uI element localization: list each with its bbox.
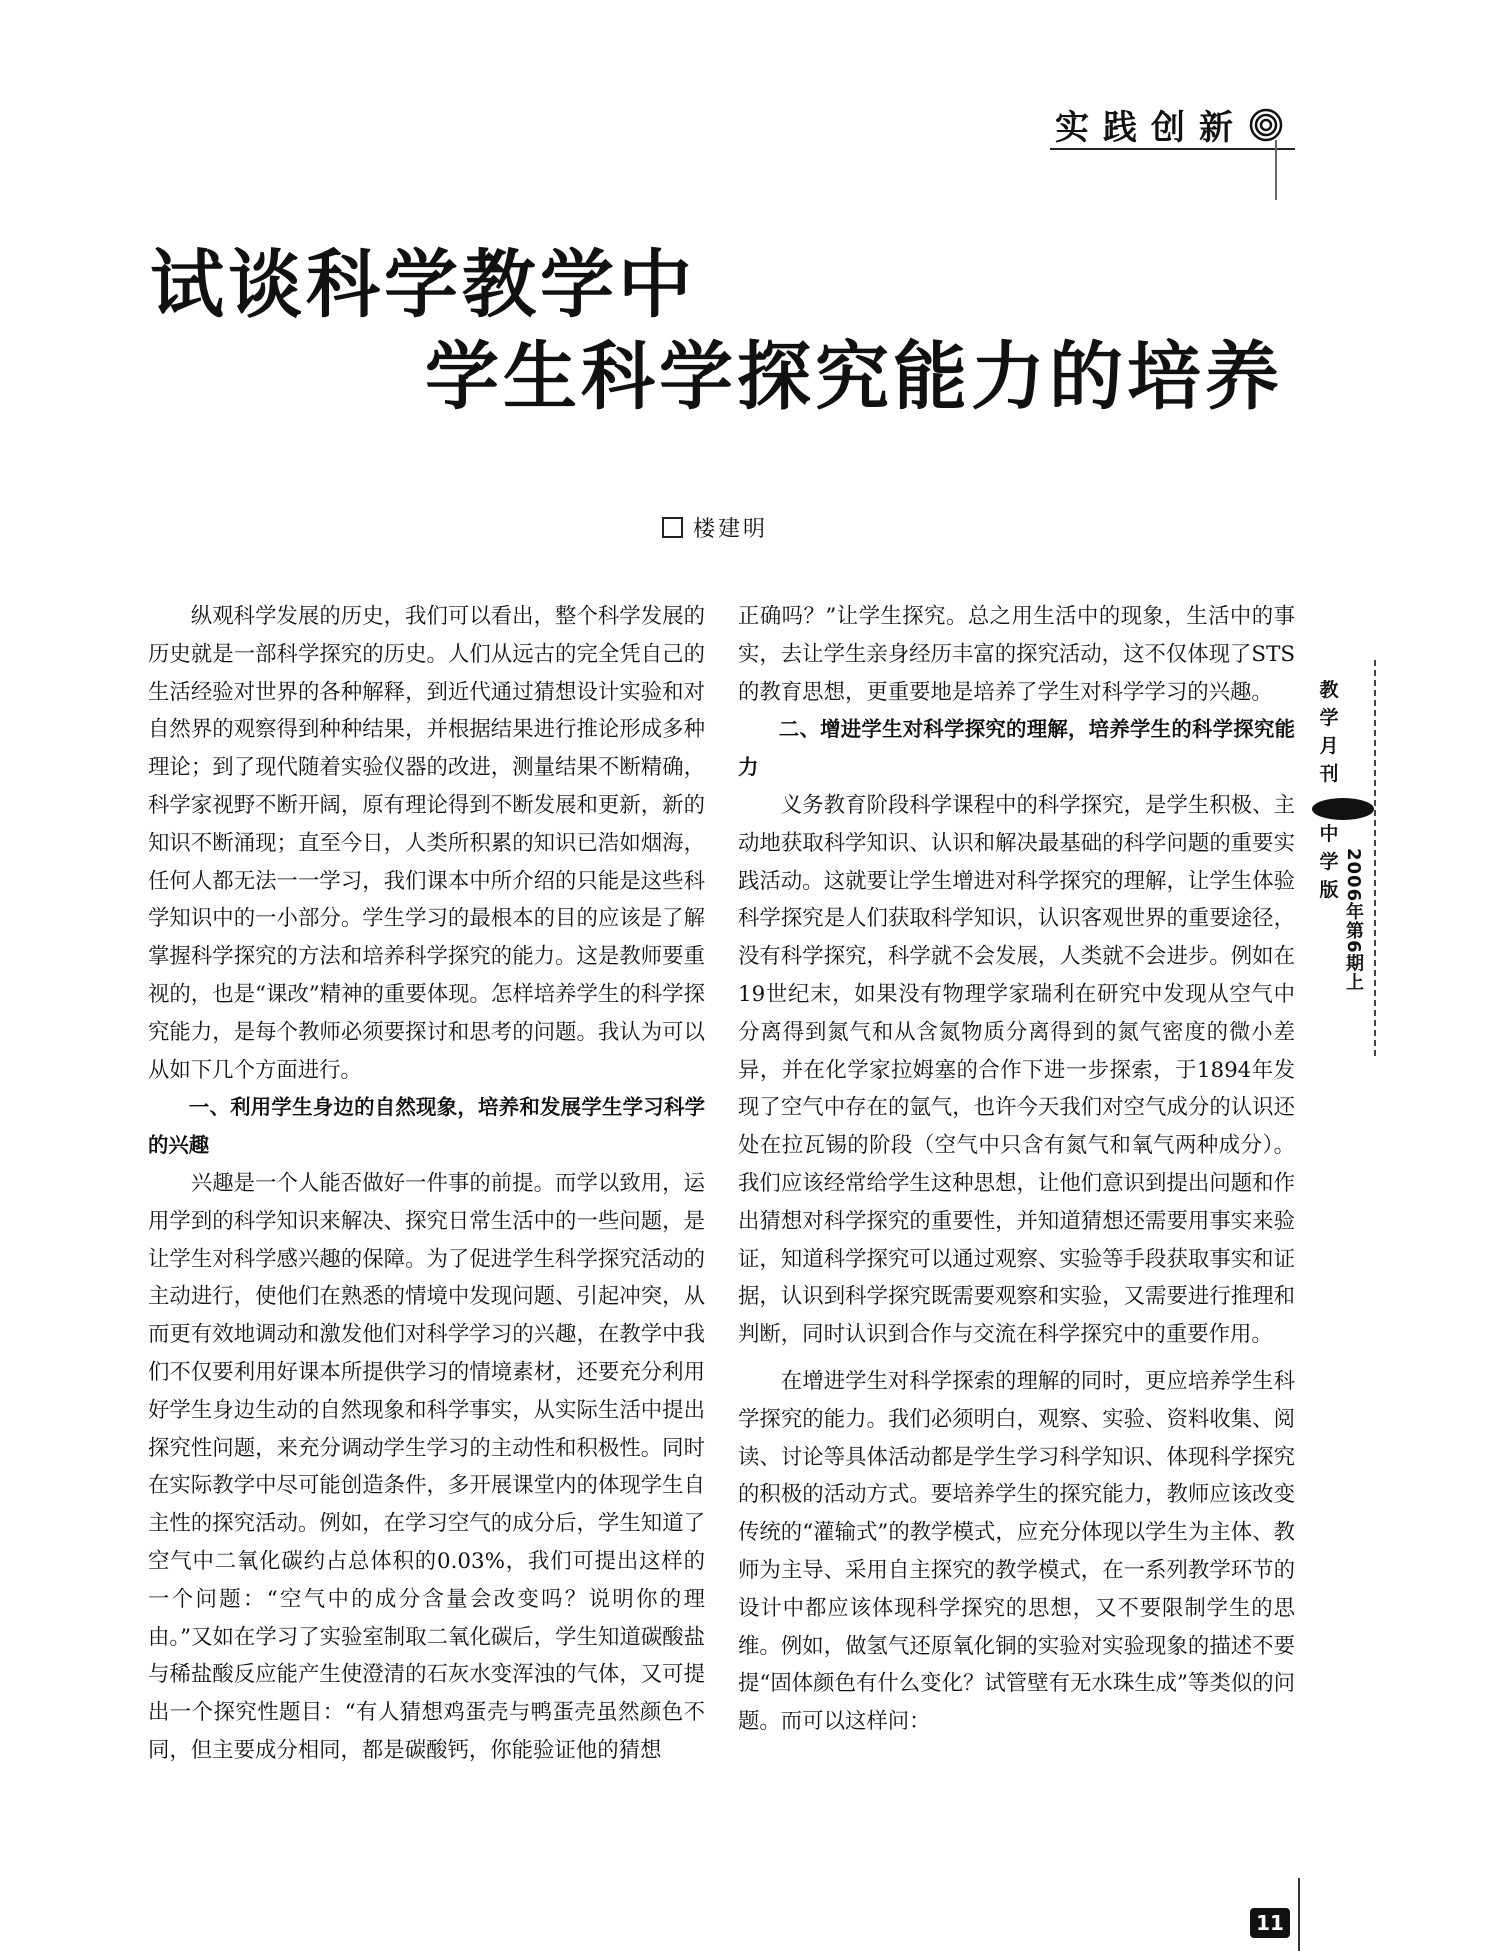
corner-rule — [1298, 1878, 1300, 1951]
spiral-icon — [1249, 108, 1283, 142]
author-name: 楼建明 — [693, 517, 769, 542]
square-box-icon — [662, 517, 683, 538]
sidebar-issue: 2006年第6期上 — [1343, 848, 1364, 992]
left-column — [148, 598, 705, 1770]
title-line-1: 试谈科学教学中 — [150, 242, 696, 328]
page-number: 11 — [1250, 1908, 1290, 1938]
header-vertical-rule — [1275, 140, 1277, 200]
sidebar-edition: 中学版 — [1319, 823, 1339, 901]
paragraph: 正确吗？”让学生探究。总之用生活中的现象，生活中的事实，去让学生亲身经历丰富的探究活动，这不仅体现了STS的教育思想，更重要地是培养了学生对科学学习的兴趣。 — [738, 604, 1295, 705]
sidebar-oval-mark — [1312, 798, 1374, 820]
section-heading-2: 二、增进学生对科学探究的理解，培养学生的科学探究能力 — [738, 717, 1295, 780]
author-line — [662, 512, 768, 543]
title-line-2: 学生科学探究能力的培养 — [425, 334, 1283, 420]
paragraph: 兴趣是一个人能否做好一件事的前提。而学以致用，运用学到的科学知识来解决、探究日常生活中的一些问题，是让学生对科学感兴趣的保障。为了促进学生科学探究活动的主动进行，使他们在熟悉的情境中发现问题、引起冲突，从而更有效地调动和激发他们对科学学习的兴趣，在教学中我们不仅要利用好课本所提供学习的情境素材，还要充分利用好学生身边生动的自然现象和科学事实，从实际生活中提出探究性问题，来充分调动学生学习的主动性和积极性。同时在实际教学中尽可能创造条件，多开展课堂内的体现学生自主性的探究活动。例如，在学习空气的成分后，学生知道了空气中二氧化碳约占总体积的0.03%，我们可提出这样的一个问题：“空气中的成分含量会改变吗？说明你的理由。”又如在学习了实验室制取二氧化碳后，学生知道碳酸盐与稀盐酸反应能产生使澄清的石灰水变浑浊的气体，又可提出一个探究性题目：“有人猜想鸡蛋壳与鸭蛋壳虽然颜色不同，但主要成分相同，都是碳酸钙，你能验证他的猜想 — [148, 1170, 705, 1763]
section-label: 实践创新 — [1055, 108, 1247, 148]
section-header — [1055, 100, 1283, 149]
sidebar-dashed-line — [1374, 660, 1376, 1060]
right-column — [738, 598, 1295, 1741]
header-rule — [1050, 148, 1295, 150]
paragraph: 义务教育阶段科学课程中的科学探究，是学生积极、主动地获取科学知识、认识和解决最基础的科学问题的重要实践活动。这就要让学生增进对科学探究的理解，让学生体验科学探究是人们获取科学知识，认识客观世界的重要途径，没有科学探究，科学就不会发展，人类就不会进步。例如在19世纪末，如果没有物理学家瑞利在研究中发现从空气中分离得到氮气和从含氮物质分离得到的氮气密度的微小差异，并在化学家拉姆塞的合作下进一步探索，于1894年发现了空气中存在的氩气，也许今天我们对空气成分的认识还处在拉瓦锡的阶段（空气中只含有氮气和氧气两种成分）。我们应该经常给学生这种思想，让他们意识到提出问题和作出猜想对科学探究的重要性，并知道猜想还需要用事实来验证，知道科学探究可以通过观察、实验等手段获取事实和证据，认识到科学探究既需要观察和实验，又需要进行推理和判断，同时认识到合作与交流在科学探究中的重要作用。 — [738, 792, 1295, 1348]
paragraph: 在增进学生对科学探索的理解的同时，更应培养学生科学探究的能力。我们必须明白，观察、实验、资料收集、阅读、讨论等具体活动都是学生学习科学知识、体现科学探究的积极的活动方式。要培养学生的探究能力，教师应该改变传统的“灌输式”的教学模式，应充分体现以学生为主体、教师为主导、采用自主探究的教学模式，在一系列教学环节的设计中都应该体现科学探究的思想，又不要限制学生的思维。例如，做氢气还原氧化铜的实验对实验现象的描述不要提“固体颜色有什么变化？试管壁有无水珠生成”等类似的问题。而可以这样问： — [738, 1368, 1295, 1735]
section-heading-1: 一、利用学生身边的自然现象，培养和发展学生学习科学的兴趣 — [148, 1095, 705, 1158]
paragraph: 纵观科学发展的历史，我们可以看出，整个科学发展的历史就是一部科学探究的历史。人们从远古的完全凭自己的生活经验对世界的各种解释，到近代通过猜想设计实验和对自然界的观察得到种种结果，并根据结果进行推论形成多种理论；到了现代随着实验仪器的改进，测量结果不断精确，科学家视野不断开阔，原有理论得到不断发展和更新，新的知识不断涌现；直至今日，人类所积累的知识已浩如烟海，任何人都无法一一学习，我们课本中所介绍的只能是这些科学知识中的一小部分。学生学习的最根本的目的应该是了解掌握科学探究的方法和培养科学探究的能力。这是教师要重视的，也是“课改”精神的重要体现。怎样培养学生的科学探究能力，是每个教师必须要探讨和思考的问题。我认为可以从如下几个方面进行。 — [148, 604, 705, 1083]
sidebar-journal-name: 教学月刊 — [1319, 679, 1339, 785]
